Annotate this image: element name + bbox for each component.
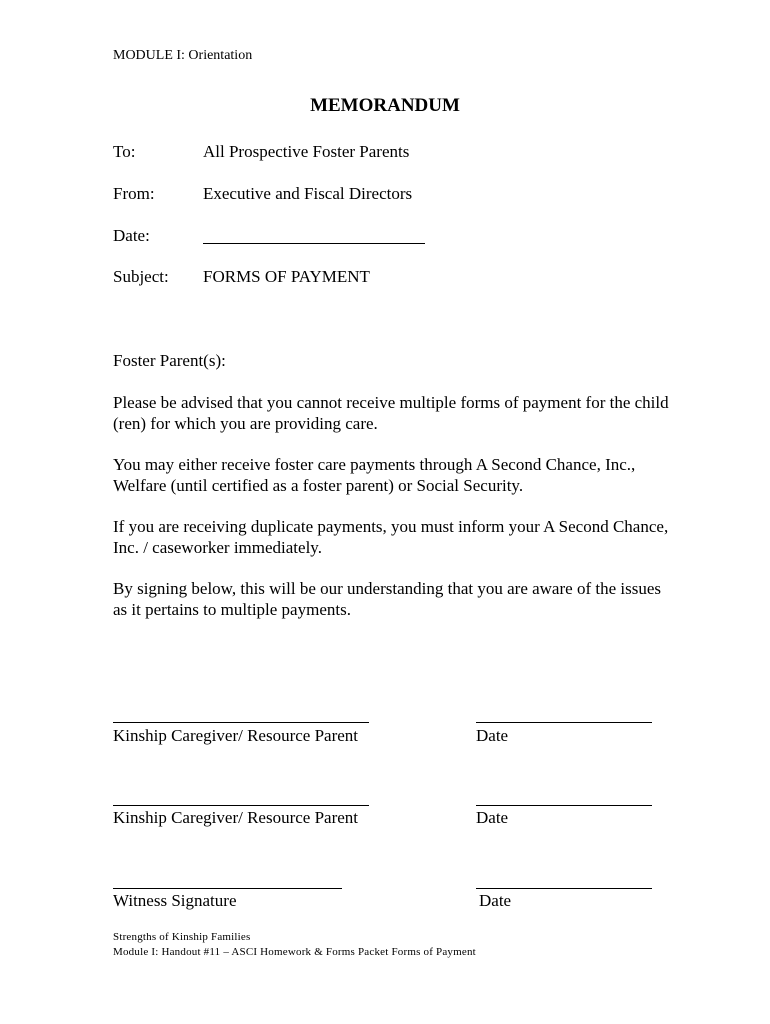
module-header: MODULE I: Orientation [113,48,253,63]
signature-line-3[interactable] [113,888,342,889]
to-label: To: [113,142,136,161]
date-line-3[interactable] [476,888,652,889]
from-value: Executive and Fiscal Directors [203,184,413,203]
date-blank-line[interactable] [203,243,425,244]
signature-label-2: Kinship Caregiver/ Resource Parent [113,808,359,827]
footer-line-1: Strengths of Kinship Families [113,931,251,943]
signature-line-1[interactable] [113,722,369,723]
paragraph-3: If you are receiving duplicate payments, you must inform your A Second Chance, Inc. / caseworker immediately. [113,517,669,557]
memo-title: MEMORANDUM [310,95,460,116]
footer-line-2: Module I: Handout #11 – ASCI Homework & Forms Packet Forms of Payment [113,946,476,958]
signature-label-1: Kinship Caregiver/ Resource Parent [113,726,359,745]
date-label-2: Date [476,808,509,827]
date-label-1: Date [476,726,509,745]
to-value: All Prospective Foster Parents [203,142,410,161]
paragraph-1: Please be advised that you cannot receive multiple forms of payment for the child (ren) for which you are providing care. [113,393,669,433]
paragraph-4: By signing below, this will be our understanding that you are aware of the issues as it pertains to multiple payments. [113,579,661,619]
from-label: From: [113,184,155,203]
signature-label-3: Witness Signature [113,891,237,910]
paragraph-2: You may either receive foster care payments through A Second Chance, Inc., Welfare (until certified as a foster parent) or Social Security. [113,455,636,495]
salutation: Foster Parent(s): [113,351,226,370]
date-label: Date: [113,226,150,245]
subject-value: FORMS OF PAYMENT [203,267,370,286]
date-label-3: Date [479,891,512,910]
subject-label: Subject: [113,267,169,286]
date-line-1[interactable] [476,722,652,723]
date-line-2[interactable] [476,805,652,806]
signature-line-2[interactable] [113,805,369,806]
